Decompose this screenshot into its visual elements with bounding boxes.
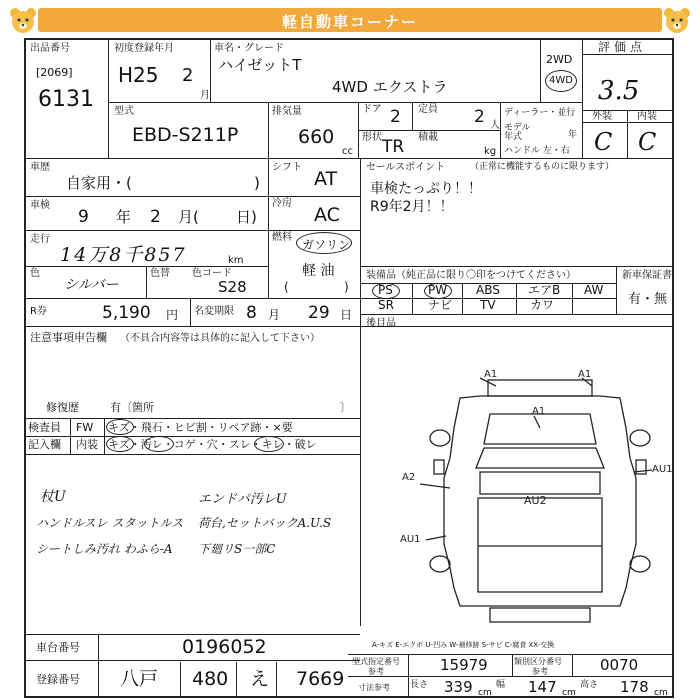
kizu-circle — [106, 436, 134, 452]
color-code-label: 色コード — [192, 268, 232, 279]
recycle-unit: 円 — [166, 308, 179, 322]
header-title: 軽自動車コーナー — [281, 13, 418, 31]
equip-pw: PW — [428, 283, 448, 297]
inspection-row1: キズ・飛石・ヒビ割・リペア跡・×要 — [108, 421, 293, 434]
warranty-value: 有・無 — [628, 292, 668, 307]
width-label: 幅 — [496, 680, 506, 690]
first-reg-year: H25 — [118, 63, 159, 87]
history-label: 車歴 — [30, 162, 50, 173]
repair-label: 修復歴 — [46, 401, 79, 414]
inspection-year-unit: 年 — [116, 208, 132, 226]
lot-number: 6131 — [38, 87, 94, 112]
inspection-month: 2 — [150, 207, 161, 227]
equip-airbag: エアB — [528, 283, 561, 297]
exterior-grade: C — [594, 128, 613, 156]
fuel-paren: ( — [284, 280, 289, 294]
inspection-day-unit: 日) — [236, 208, 257, 226]
ac-label: 冷房 — [272, 198, 292, 209]
length-unit: cm — [478, 688, 492, 698]
size-label: 寸法参考 — [358, 683, 390, 692]
sure-circle — [254, 436, 284, 452]
inspection-label: 車検 — [30, 200, 50, 211]
mileage-value: 14万8千857 — [60, 244, 187, 266]
yogore-circle — [144, 436, 174, 452]
rear-seat-label: 後目品 — [366, 318, 396, 329]
equip-ps: PS — [378, 283, 393, 297]
diagram-legend: A-キズ E-エクボ U-凹み W-補修跡 S-サビ C-腐食 XX-交換 — [372, 641, 555, 649]
length-value: 339 — [444, 678, 473, 696]
equip-leather: カワ — [530, 298, 555, 312]
fw-label: FW — [76, 421, 94, 434]
inspection-year: 9 — [78, 207, 89, 227]
doors-label: ドア — [362, 104, 382, 115]
plate-label: 登録番号 — [36, 673, 80, 686]
mileage-unit: km — [228, 255, 244, 266]
displacement-value: 660 — [298, 126, 335, 148]
remark-2b: 荷台,セットバックA.U.S — [198, 516, 332, 530]
mark-a2: A2 — [402, 472, 416, 483]
shape-value: TR — [382, 137, 405, 157]
load-unit: kg — [484, 146, 497, 157]
lot-number-label: 出品番号 — [30, 43, 70, 54]
height-value: 178 — [620, 678, 649, 696]
fw-circle — [106, 419, 134, 435]
car-diagram — [400, 368, 673, 630]
sales-line2: R9年2月！！ — [370, 199, 454, 215]
width-unit: cm — [562, 688, 576, 698]
color-change-label: 色替 — [150, 268, 170, 279]
capacity-label: 定員 — [418, 104, 438, 115]
length-label: 長さ — [410, 680, 429, 690]
interior-label: 内装 — [637, 111, 657, 122]
name-change-month: 8 — [246, 303, 257, 323]
inspector-label: 検査員 — [28, 421, 61, 434]
model-year-unit: 年 — [568, 130, 578, 140]
notes-label: 注意事項申告欄 — [30, 331, 107, 344]
notes-hint: （不具合内容等は具体的に記入して下さい） — [120, 333, 320, 344]
dealer-label: ディーラー・並行 — [504, 108, 576, 118]
cat-sub: 参考 — [532, 667, 548, 676]
name-change-day-unit: 日 — [340, 308, 353, 322]
inspection-row2: キズ・汚レ・コゲ・穴・スレ・キレ・破レ — [108, 438, 317, 451]
recycle-label: R券 — [30, 306, 47, 317]
interior-items-label: 内装 — [76, 438, 98, 451]
sales-note: （正常に機能するものに限ります） — [470, 162, 615, 172]
equip-abs: ABS — [476, 283, 500, 297]
lot-sub: [2069] — [36, 66, 73, 79]
car-name-label: 車名・グレード — [214, 43, 284, 54]
color-label: 色 — [30, 268, 40, 279]
first-reg-month-unit: 月 — [200, 90, 210, 101]
car-name: ハイゼットT — [218, 56, 302, 74]
plate-class: 480 — [192, 668, 229, 690]
interior-grade: C — [638, 128, 657, 156]
first-reg-month: 2 — [182, 65, 194, 86]
chassis-label: 車台番号 — [36, 641, 80, 654]
sales-label: セールスポイント — [366, 162, 446, 173]
shift-value: AT — [314, 168, 338, 190]
bear-logo-icon — [662, 6, 692, 36]
history-close: ) — [254, 174, 260, 192]
rating-label: 評価点 — [598, 40, 647, 54]
history-value: 自家用・( — [66, 174, 132, 192]
remark-1b: エンドパ汚レU — [198, 492, 287, 507]
shape-label: 形状 — [362, 132, 382, 143]
recycle-value: 5,190 — [102, 303, 151, 323]
header-bar — [38, 8, 662, 32]
mark-au1-right: AU1 — [652, 464, 673, 475]
width-value: 147 — [528, 678, 557, 696]
displacement-label: 排気量 — [272, 106, 302, 117]
name-change-label: 名変期限 — [194, 306, 234, 317]
chassis-value: 0196052 — [182, 636, 267, 658]
remark-1: 杖U — [40, 489, 66, 505]
fuel-label: 燃料 — [272, 232, 292, 243]
repair-close: 〕 — [340, 401, 351, 414]
drive-4wd: 4WD — [549, 75, 573, 86]
cat-value: 0070 — [600, 656, 639, 674]
color-code: S28 — [218, 278, 247, 296]
model-value: EBD-S211P — [132, 124, 239, 146]
drive-2wd: 2WD — [546, 53, 573, 66]
displacement-unit: cc — [342, 146, 353, 157]
equip-sr: SR — [378, 298, 394, 312]
fuel-gasoline: ガソリン — [302, 238, 351, 252]
rating-value: 3.5 — [598, 76, 640, 106]
doors-value: 2 — [390, 107, 401, 127]
height-unit: cm — [654, 688, 668, 698]
equip-navi: ナビ — [428, 298, 453, 312]
mark-au2-bed: AU2 — [524, 494, 547, 507]
warranty-label: 新車保証書 — [622, 270, 672, 281]
mark-a1-front-right: A1 — [578, 369, 592, 380]
shift-label: シフト — [272, 162, 302, 173]
plate-region: 八戸 — [120, 668, 159, 690]
equip-aw: AW — [584, 283, 604, 297]
model-label: 型式 — [114, 106, 134, 117]
equipment-label: 装備品（純正品に限り〇印をつけてください） — [366, 270, 576, 281]
handle-label: ハンドル 左・右 — [504, 146, 570, 156]
ac-value: AC — [314, 204, 340, 226]
cert-label: 型式指定番号 — [352, 657, 400, 666]
remark-3b: 下廻リS一部C — [198, 542, 276, 556]
remark-3: シートしみ汚れ わふら-A — [36, 542, 173, 556]
equip-tv: TV — [480, 298, 496, 312]
bear-logo-icon — [8, 6, 38, 36]
color-value: シルバー — [64, 277, 119, 293]
capacity-value: 2 — [474, 107, 485, 127]
exterior-label: 外装 — [592, 111, 612, 122]
remark-2: ハンドルスレ スタットルス — [36, 516, 184, 530]
mark-au1-left: AU1 — [400, 534, 421, 545]
cert-value: 15979 — [440, 656, 488, 674]
sales-line1: 車検たっぷり！！ — [370, 181, 482, 197]
model-year-label: モデル年式 — [504, 123, 531, 142]
load-label: 積載 — [418, 132, 438, 143]
name-change-month-unit: 月 — [268, 308, 281, 322]
capacity-unit: 人 — [490, 120, 500, 131]
inspection-month-unit: 月( — [178, 208, 199, 226]
name-change-day: 29 — [308, 303, 330, 323]
record-label: 記入欄 — [28, 438, 61, 451]
mark-a1-hood: A1 — [532, 406, 546, 417]
mark-a1-front-left: A1 — [484, 369, 498, 380]
fuel-diesel: 軽 油 — [302, 263, 335, 279]
car-grade: 4WD エクストラ — [332, 78, 448, 96]
cat-label: 類別区分番号 — [514, 657, 562, 666]
height-label: 高さ — [580, 680, 599, 690]
plate-kana: え — [250, 668, 270, 690]
repair-value: 有〔箇所 — [110, 401, 154, 414]
first-reg-label: 初度登録年月 — [114, 43, 174, 54]
cert-sub: 参考 — [368, 667, 384, 676]
mileage-label: 走行 — [30, 234, 50, 245]
fuel-paren-close: ) — [344, 280, 349, 294]
plate-number: 7669 — [296, 668, 345, 690]
